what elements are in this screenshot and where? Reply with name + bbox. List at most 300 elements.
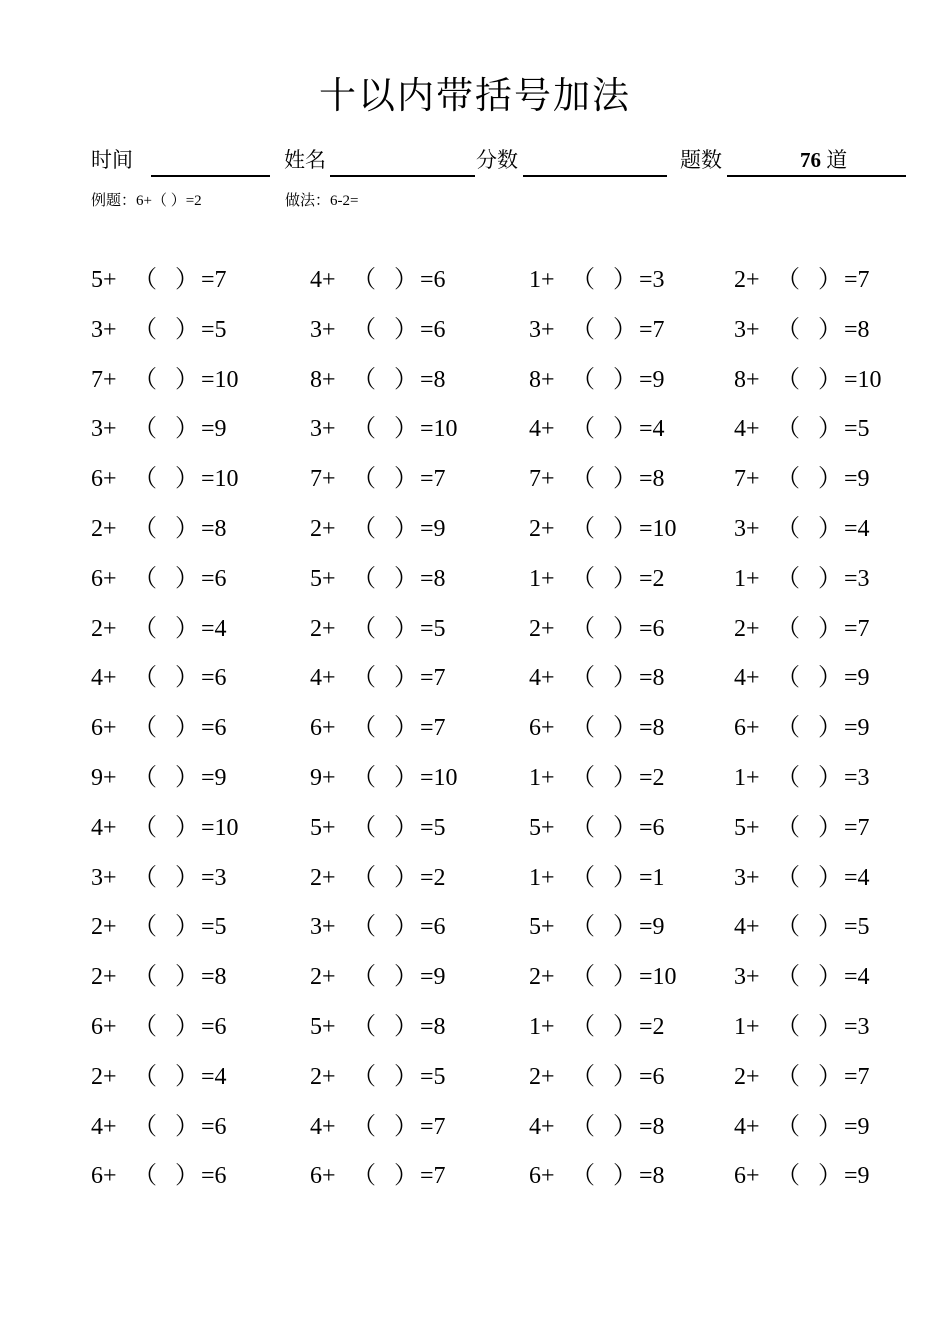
answer-blank-left-paren[interactable]: （ (571, 516, 595, 542)
answer-blank-left-paren[interactable]: （ (571, 466, 595, 493)
answer-blank-left-paren[interactable]: （ (776, 964, 800, 991)
answer-blank-left-paren[interactable]: （ (352, 715, 376, 742)
answer-blank-left-paren[interactable]: （ (133, 914, 157, 941)
problem-addend: 4+ (734, 914, 760, 941)
answer-blank-right-paren: ） (613, 316, 637, 343)
problem-addend: 5+ (310, 1014, 336, 1040)
problem-addend: 2+ (734, 1063, 760, 1090)
answer-blank-left-paren[interactable]: （ (571, 1014, 595, 1040)
answer-blank-left-paren[interactable]: （ (133, 864, 157, 891)
answer-blank-right-paren: ） (175, 366, 199, 393)
answer-blank-left-paren[interactable]: （ (776, 366, 800, 393)
problem-sum: =7 (420, 1113, 446, 1140)
problem-addend: 1+ (529, 765, 555, 791)
problem-addend: 2+ (310, 615, 336, 642)
problem-sum: =4 (201, 1063, 227, 1090)
problem-addend: 4+ (310, 267, 336, 293)
problem-addend: 2+ (91, 964, 117, 991)
answer-blank-right-paren: ） (175, 516, 199, 542)
answer-blank-right-paren: ） (175, 1063, 199, 1090)
problem-addend: 3+ (529, 316, 555, 343)
problem-addend: 7+ (91, 366, 117, 393)
answer-blank-left-paren[interactable]: （ (776, 565, 800, 592)
answer-blank-right-paren: ） (818, 1163, 842, 1190)
answer-blank-left-paren[interactable]: （ (776, 1014, 800, 1040)
answer-blank-left-paren[interactable]: （ (133, 565, 157, 592)
problem-addend: 6+ (91, 1014, 117, 1040)
answer-blank-right-paren: ） (613, 366, 637, 393)
problem-sum: =7 (201, 267, 227, 293)
problem-addend: 5+ (91, 267, 117, 293)
problem-addend: 2+ (91, 1063, 117, 1090)
problem-sum: =3 (844, 1014, 870, 1040)
problem-addend: 8+ (529, 366, 555, 393)
answer-blank-left-paren[interactable]: （ (571, 1113, 595, 1140)
problem-addend: 3+ (734, 316, 760, 343)
problem-addend: 6+ (529, 715, 555, 742)
answer-blank-left-paren[interactable]: （ (133, 516, 157, 542)
problem-addend: 1+ (529, 864, 555, 891)
answer-blank-left-paren[interactable]: （ (571, 565, 595, 592)
answer-blank-right-paren: ） (394, 316, 418, 343)
answer-blank-left-paren[interactable]: （ (133, 964, 157, 991)
problem-sum: =2 (639, 1014, 665, 1040)
problem-addend: 2+ (91, 615, 117, 642)
answer-blank-left-paren[interactable]: （ (776, 615, 800, 642)
answer-blank-left-paren[interactable]: （ (352, 765, 376, 791)
problem-sum: =5 (420, 814, 446, 841)
count-label: 题数 (680, 148, 722, 172)
answer-blank-left-paren[interactable]: （ (352, 516, 376, 542)
problem-sum: =9 (844, 1113, 870, 1140)
problem-sum: =6 (201, 665, 227, 692)
name-field[interactable] (330, 175, 475, 177)
answer-blank-left-paren[interactable]: （ (776, 267, 800, 293)
time-label: 时间 (91, 148, 133, 172)
problem-sum: =9 (639, 914, 665, 941)
problem-sum: =4 (639, 416, 665, 443)
answer-blank-right-paren: ） (613, 516, 637, 542)
problem-sum: =8 (639, 1163, 665, 1190)
problem-sum: =9 (844, 466, 870, 493)
problem-addend: 6+ (91, 715, 117, 742)
problem-addend: 3+ (734, 864, 760, 891)
problem-sum: =6 (639, 615, 665, 642)
problem-addend: 1+ (734, 1014, 760, 1040)
problem-sum: =9 (420, 516, 446, 542)
answer-blank-right-paren: ） (394, 1113, 418, 1140)
answer-blank-left-paren[interactable]: （ (776, 1113, 800, 1140)
answer-blank-right-paren: ） (175, 665, 199, 692)
answer-blank-left-paren[interactable]: （ (571, 615, 595, 642)
problem-addend: 2+ (91, 914, 117, 941)
problem-sum: =5 (201, 316, 227, 343)
answer-blank-right-paren: ） (613, 1113, 637, 1140)
answer-blank-left-paren[interactable]: （ (133, 615, 157, 642)
problem-sum: =9 (201, 765, 227, 791)
problem-addend: 8+ (734, 366, 760, 393)
answer-blank-left-paren[interactable]: （ (352, 814, 376, 841)
answer-blank-left-paren[interactable]: （ (571, 715, 595, 742)
problem-sum: =6 (420, 316, 446, 343)
answer-blank-right-paren: ） (818, 715, 842, 742)
answer-blank-left-paren[interactable]: （ (776, 765, 800, 791)
problem-addend: 6+ (734, 1163, 760, 1190)
answer-blank-right-paren: ） (175, 316, 199, 343)
problem-addend: 5+ (734, 814, 760, 841)
problem-addend: 4+ (91, 814, 117, 841)
problem-sum: =8 (420, 565, 446, 592)
answer-blank-right-paren: ） (613, 715, 637, 742)
answer-blank-left-paren[interactable]: （ (571, 665, 595, 692)
name-label: 姓名 (284, 148, 326, 172)
problem-sum: =7 (420, 1163, 446, 1190)
problem-addend: 1+ (734, 565, 760, 592)
problem-sum: =10 (420, 416, 458, 443)
answer-blank-left-paren[interactable]: （ (776, 1163, 800, 1190)
answer-blank-left-paren[interactable]: （ (133, 1113, 157, 1140)
answer-blank-right-paren: ） (613, 466, 637, 493)
answer-blank-right-paren: ） (818, 565, 842, 592)
answer-blank-right-paren: ） (175, 267, 199, 293)
problem-sum: =4 (844, 864, 870, 891)
problem-addend: 2+ (310, 964, 336, 991)
problem-addend: 2+ (91, 516, 117, 542)
answer-blank-left-paren[interactable]: （ (133, 366, 157, 393)
answer-blank-left-paren[interactable]: （ (776, 416, 800, 443)
answer-blank-left-paren[interactable]: （ (352, 416, 376, 443)
answer-blank-left-paren[interactable]: （ (352, 1113, 376, 1140)
answer-blank-right-paren: ） (613, 1063, 637, 1090)
problem-addend: 6+ (91, 1163, 117, 1190)
problem-addend: 3+ (91, 864, 117, 891)
problem-addend: 3+ (734, 516, 760, 542)
answer-blank-right-paren: ） (175, 964, 199, 991)
answer-blank-right-paren: ） (394, 1163, 418, 1190)
problem-sum: =6 (201, 715, 227, 742)
answer-blank-right-paren: ） (613, 914, 637, 941)
answer-blank-left-paren[interactable]: （ (133, 267, 157, 293)
count-unit: 道 (826, 148, 848, 172)
problem-addend: 6+ (91, 565, 117, 592)
answer-blank-right-paren: ） (175, 1113, 199, 1140)
method-text: 6-2= (330, 193, 359, 209)
answer-blank-right-paren: ） (394, 416, 418, 443)
problem-addend: 5+ (310, 565, 336, 592)
problem-addend: 2+ (529, 615, 555, 642)
problem-sum: =6 (639, 814, 665, 841)
header-info-row (0, 144, 950, 178)
time-field[interactable] (151, 175, 270, 177)
problem-addend: 2+ (310, 864, 336, 891)
problem-addend: 3+ (91, 316, 117, 343)
problem-addend: 8+ (310, 366, 336, 393)
problem-addend: 3+ (91, 416, 117, 443)
problem-sum: =9 (844, 715, 870, 742)
answer-blank-left-paren[interactable]: （ (776, 715, 800, 742)
problem-sum: =2 (639, 565, 665, 592)
answer-blank-left-paren[interactable]: （ (352, 466, 376, 493)
problem-addend: 2+ (310, 516, 336, 542)
answer-blank-right-paren: ） (818, 814, 842, 841)
answer-blank-left-paren[interactable]: （ (571, 964, 595, 991)
problem-addend: 3+ (310, 316, 336, 343)
answer-blank-right-paren: ） (394, 1014, 418, 1040)
answer-blank-left-paren[interactable]: （ (571, 416, 595, 443)
answer-blank-left-paren[interactable]: （ (133, 765, 157, 791)
problem-addend: 6+ (529, 1163, 555, 1190)
answer-blank-left-paren[interactable]: （ (776, 814, 800, 841)
answer-blank-left-paren[interactable]: （ (571, 366, 595, 393)
problem-addend: 6+ (91, 466, 117, 493)
problem-addend: 6+ (310, 1163, 336, 1190)
problem-addend: 4+ (310, 1113, 336, 1140)
answer-blank-right-paren: ） (818, 316, 842, 343)
answer-blank-right-paren: ） (613, 565, 637, 592)
problem-sum: =9 (844, 665, 870, 692)
answer-blank-right-paren: ） (394, 964, 418, 991)
problem-sum: =6 (201, 565, 227, 592)
answer-blank-right-paren: ） (175, 765, 199, 791)
problem-sum: =10 (844, 366, 882, 393)
answer-blank-left-paren[interactable]: （ (776, 1063, 800, 1090)
answer-blank-right-paren: ） (394, 466, 418, 493)
answer-blank-right-paren: ） (613, 1163, 637, 1190)
problem-sum: =10 (639, 964, 677, 991)
problem-addend: 4+ (91, 665, 117, 692)
answer-blank-right-paren: ） (175, 715, 199, 742)
answer-blank-right-paren: ） (394, 1063, 418, 1090)
answer-blank-left-paren[interactable]: （ (571, 1063, 595, 1090)
answer-blank-right-paren: ） (613, 864, 637, 891)
answer-blank-right-paren: ） (818, 1113, 842, 1140)
answer-blank-left-paren[interactable]: （ (571, 864, 595, 891)
answer-blank-right-paren: ） (394, 665, 418, 692)
answer-blank-left-paren[interactable]: （ (352, 864, 376, 891)
answer-blank-right-paren: ） (175, 565, 199, 592)
answer-blank-left-paren[interactable]: （ (352, 565, 376, 592)
answer-blank-right-paren: ） (613, 765, 637, 791)
problem-sum: =8 (420, 1014, 446, 1040)
answer-blank-left-paren[interactable]: （ (133, 814, 157, 841)
problem-addend: 1+ (529, 565, 555, 592)
problem-addend: 2+ (310, 1063, 336, 1090)
problem-sum: =4 (201, 615, 227, 642)
problem-sum: =7 (844, 615, 870, 642)
problem-addend: 5+ (529, 914, 555, 941)
problem-sum: =8 (201, 964, 227, 991)
problem-sum: =7 (420, 715, 446, 742)
answer-blank-left-paren[interactable]: （ (352, 1163, 376, 1190)
example-label: 例题： (91, 193, 137, 209)
answer-blank-left-paren[interactable]: （ (776, 665, 800, 692)
problem-sum: =9 (844, 1163, 870, 1190)
problem-addend: 2+ (529, 964, 555, 991)
problem-sum: =7 (844, 267, 870, 293)
answer-blank-left-paren[interactable]: （ (133, 316, 157, 343)
problem-addend: 4+ (734, 665, 760, 692)
problem-addend: 5+ (310, 814, 336, 841)
problem-sum: =6 (420, 914, 446, 941)
answer-blank-right-paren: ） (175, 416, 199, 443)
answer-blank-right-paren: ） (394, 366, 418, 393)
problem-sum: =6 (201, 1014, 227, 1040)
problem-sum: =10 (201, 366, 239, 393)
answer-blank-right-paren: ） (613, 665, 637, 692)
answer-blank-right-paren: ） (818, 516, 842, 542)
answer-blank-left-paren[interactable]: （ (133, 1063, 157, 1090)
method-label: 做法： (285, 193, 331, 209)
answer-blank-right-paren: ） (394, 765, 418, 791)
problem-addend: 4+ (91, 1113, 117, 1140)
answer-blank-right-paren: ） (175, 1014, 199, 1040)
answer-blank-left-paren[interactable]: （ (352, 615, 376, 642)
count-number: 76 (800, 148, 821, 172)
example-problem (91, 190, 202, 212)
answer-blank-left-paren[interactable]: （ (571, 1163, 595, 1190)
answer-blank-left-paren[interactable]: （ (133, 715, 157, 742)
problem-addend: 3+ (310, 914, 336, 941)
answer-blank-left-paren[interactable]: （ (352, 914, 376, 941)
problem-addend: 6+ (734, 715, 760, 742)
answer-blank-right-paren: ） (394, 615, 418, 642)
problem-addend: 4+ (734, 416, 760, 443)
problem-sum: =6 (201, 1163, 227, 1190)
answer-blank-left-paren[interactable]: （ (776, 316, 800, 343)
answer-blank-right-paren: ） (613, 267, 637, 293)
problem-sum: =7 (420, 466, 446, 493)
answer-blank-right-paren: ） (175, 914, 199, 941)
answer-blank-right-paren: ） (818, 914, 842, 941)
example-text: 6+（ ）=2 (136, 193, 202, 209)
problem-sum: =7 (844, 814, 870, 841)
problem-sum: =3 (844, 565, 870, 592)
problem-sum: =5 (420, 615, 446, 642)
answer-blank-left-paren[interactable]: （ (571, 316, 595, 343)
answer-blank-left-paren[interactable]: （ (133, 466, 157, 493)
problem-addend: 1+ (529, 1014, 555, 1040)
problem-sum: =10 (201, 814, 239, 841)
problem-sum: =8 (639, 715, 665, 742)
problem-sum: =9 (201, 416, 227, 443)
answer-blank-left-paren[interactable]: （ (133, 665, 157, 692)
problem-sum: =3 (844, 765, 870, 791)
answer-blank-right-paren: ） (818, 366, 842, 393)
answer-blank-left-paren[interactable]: （ (776, 914, 800, 941)
problem-sum: =10 (201, 466, 239, 493)
answer-blank-right-paren: ） (394, 715, 418, 742)
problem-addend: 3+ (310, 416, 336, 443)
answer-blank-left-paren[interactable]: （ (352, 267, 376, 293)
problem-sum: =3 (639, 267, 665, 293)
answer-blank-left-paren[interactable]: （ (133, 416, 157, 443)
problem-addend: 4+ (529, 665, 555, 692)
answer-blank-left-paren[interactable]: （ (352, 1014, 376, 1040)
problem-sum: =3 (201, 864, 227, 891)
problem-sum: =9 (639, 366, 665, 393)
problem-sum: =8 (639, 1113, 665, 1140)
answer-blank-left-paren[interactable]: （ (352, 366, 376, 393)
answer-blank-right-paren: ） (613, 615, 637, 642)
answer-blank-left-paren[interactable]: （ (571, 814, 595, 841)
problem-sum: =4 (844, 516, 870, 542)
answer-blank-left-paren[interactable]: （ (776, 516, 800, 542)
answer-blank-left-paren[interactable]: （ (352, 665, 376, 692)
problem-addend: 1+ (529, 267, 555, 293)
answer-blank-left-paren[interactable]: （ (571, 267, 595, 293)
answer-blank-right-paren: ） (394, 516, 418, 542)
problem-sum: =7 (420, 665, 446, 692)
answer-blank-left-paren[interactable]: （ (352, 964, 376, 991)
problem-addend: 7+ (734, 466, 760, 493)
answer-blank-right-paren: ） (818, 864, 842, 891)
problem-sum: =5 (201, 914, 227, 941)
answer-blank-right-paren: ） (175, 864, 199, 891)
answer-blank-right-paren: ） (613, 416, 637, 443)
problem-sum: =4 (844, 964, 870, 991)
answer-blank-left-paren[interactable]: （ (133, 1163, 157, 1190)
answer-blank-right-paren: ） (394, 914, 418, 941)
answer-blank-right-paren: ） (613, 814, 637, 841)
problem-sum: =5 (844, 416, 870, 443)
problem-addend: 2+ (529, 1063, 555, 1090)
answer-blank-right-paren: ） (394, 267, 418, 293)
problem-addend: 2+ (734, 615, 760, 642)
answer-blank-left-paren[interactable]: （ (776, 466, 800, 493)
answer-blank-right-paren: ） (818, 615, 842, 642)
answer-blank-left-paren[interactable]: （ (352, 316, 376, 343)
problem-addend: 3+ (734, 964, 760, 991)
answer-blank-right-paren: ） (175, 814, 199, 841)
score-label: 分数 (476, 148, 518, 172)
problem-sum: =8 (639, 665, 665, 692)
answer-blank-right-paren: ） (175, 1163, 199, 1190)
answer-blank-right-paren: ） (818, 964, 842, 991)
problem-sum: =6 (201, 1113, 227, 1140)
problem-sum: =8 (420, 366, 446, 393)
problem-sum: =10 (420, 765, 458, 791)
problem-addend: 4+ (529, 416, 555, 443)
problem-sum: =5 (844, 914, 870, 941)
score-field[interactable] (523, 175, 667, 177)
answer-blank-left-paren[interactable]: （ (133, 1014, 157, 1040)
problem-sum: =8 (844, 316, 870, 343)
problem-sum: =7 (844, 1063, 870, 1090)
problem-sum: =10 (639, 516, 677, 542)
problem-addend: 4+ (529, 1113, 555, 1140)
answer-blank-right-paren: ） (818, 665, 842, 692)
answer-blank-right-paren: ） (394, 565, 418, 592)
answer-blank-right-paren: ） (394, 864, 418, 891)
problem-sum: =7 (639, 316, 665, 343)
problem-addend: 2+ (529, 516, 555, 542)
problem-addend: 7+ (529, 466, 555, 493)
problem-addend: 9+ (310, 765, 336, 791)
answer-blank-left-paren[interactable]: （ (776, 864, 800, 891)
problem-addend: 4+ (310, 665, 336, 692)
answer-blank-right-paren: ） (175, 466, 199, 493)
problem-addend: 7+ (310, 466, 336, 493)
answer-blank-left-paren[interactable]: （ (571, 765, 595, 791)
answer-blank-right-paren: ） (818, 1063, 842, 1090)
problem-sum: =6 (639, 1063, 665, 1090)
answer-blank-left-paren[interactable]: （ (352, 1063, 376, 1090)
answer-blank-right-paren: ） (818, 1014, 842, 1040)
answer-blank-right-paren: ） (394, 814, 418, 841)
answer-blank-left-paren[interactable]: （ (571, 914, 595, 941)
problem-sum: =9 (420, 964, 446, 991)
problem-sum: =8 (201, 516, 227, 542)
